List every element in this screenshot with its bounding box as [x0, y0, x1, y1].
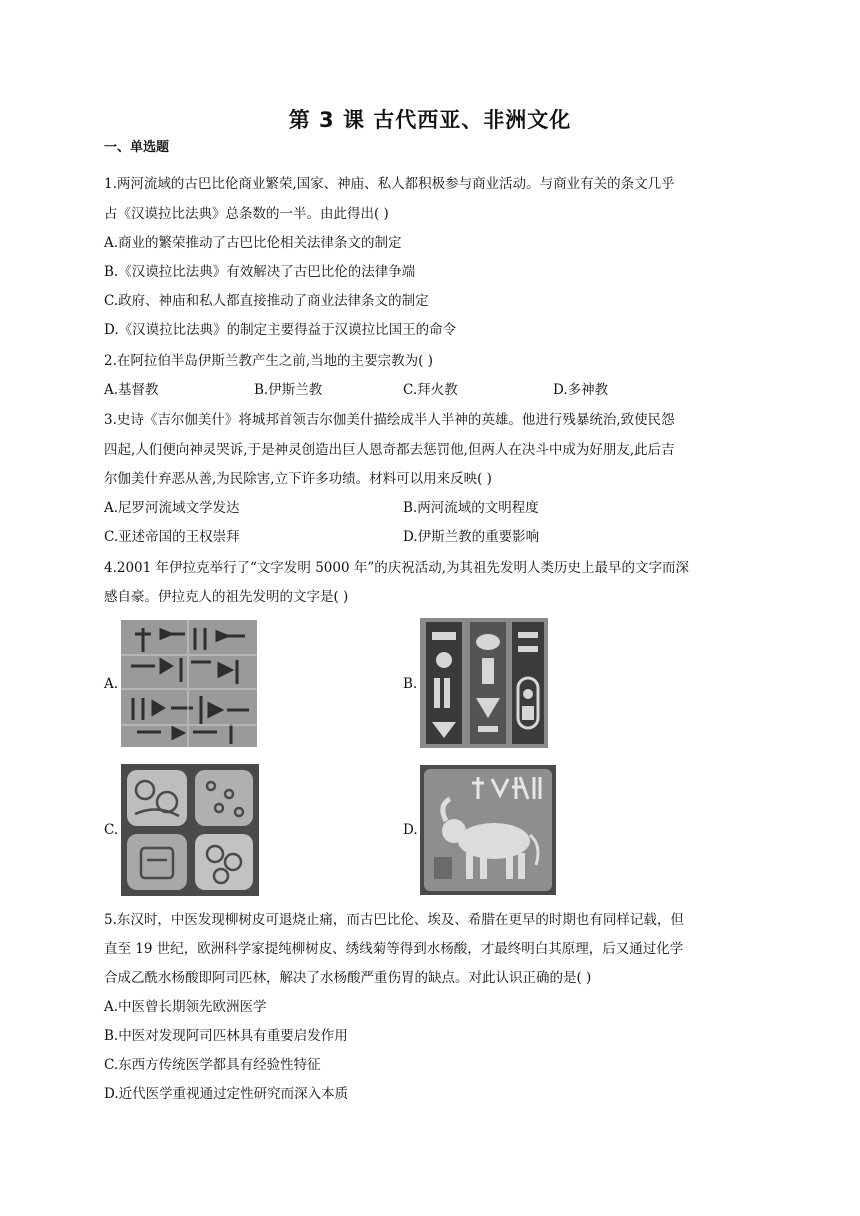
question-1-option-a: A.商业的繁荣推动了古巴比伦相关法律条文的制定 [104, 235, 402, 251]
maya-glyph-image [121, 764, 259, 896]
question-5-option-d: D.近代医学重视通过定性研究而深入本质 [104, 1086, 349, 1102]
question-3-stem-line-1: 3.史诗《吉尔伽美什》将城邦首领吉尔伽美什描绘成半人半神的英雄。他进行残暴统治,致使民怨 [104, 412, 675, 428]
indus-seal-image [420, 765, 556, 895]
section-title: 一、单选题 [104, 140, 170, 155]
question-2-option-a: A.基督教 [104, 382, 159, 398]
question-5-option-c: C.东西方传统医学都具有经验性特征 [104, 1057, 321, 1073]
question-4-option-b-label: B. [403, 676, 418, 692]
question-5-option-b: B.中医对发现阿司匹林具有重要启发作用 [104, 1028, 348, 1044]
question-4-stem-line-1: 4.2001 年伊拉克举行了“文字发明 5000 年”的庆祝活动,为其祖先发明人类历史上最早的文字而深 [104, 560, 690, 576]
question-1-stem-line-1: 1.两河流域的古巴比伦商业繁荣,国家、神庙、私人都积极参与商业活动。与商业有关的条文几乎 [104, 176, 675, 192]
question-4-option-d-label: D. [403, 822, 418, 838]
question-4-option-a-label: A. [104, 676, 119, 692]
question-3-option-c: C.亚述帝国的王权崇拜 [104, 529, 240, 545]
page-title: 第 3 课 古代西亚、非洲文化 [288, 108, 572, 132]
hieroglyph-image [420, 618, 548, 748]
question-1-stem-line-2: 占《汉谟拉比法典》总条数的一半。由此得出( ) [104, 206, 389, 222]
question-3-stem-line-2: 四起,人们便向神灵哭诉,于是神灵创造出巨人恩奇都去惩罚他,但两人在决斗中成为好朋友,此后吉 [104, 442, 675, 458]
question-5-stem-line-2: 直至 19 世纪，欧洲科学家提纯柳树皮、绣线菊等得到水杨酸，才最终明白其原理，后又通过化学 [104, 941, 684, 957]
question-1-option-b: B.《汉谟拉比法典》有效解决了古巴比伦的法律争端 [104, 264, 416, 280]
question-4-stem-line-2: 感自豪。伊拉克人的祖先发明的文字是( ) [104, 589, 349, 605]
question-3-option-b: B.两河流域的文明程度 [403, 500, 539, 516]
question-2-option-c: C.拜火教 [403, 382, 458, 398]
question-2-stem: 2.在阿拉伯半岛伊斯兰教产生之前,当地的主要宗教为( ) [104, 353, 433, 369]
question-3-option-d: D.伊斯兰教的重要影响 [403, 529, 540, 545]
question-5-option-a: A.中医曾长期领先欧洲医学 [104, 999, 267, 1015]
question-2-option-d: D.多神教 [553, 382, 609, 398]
question-2-option-b: B.伊斯兰教 [254, 382, 323, 398]
question-3-option-a: A.尼罗河流域文学发达 [104, 500, 240, 516]
question-5-stem-line-3: 合成乙酰水杨酸即阿司匹林，解决了水杨酸严重伤胃的缺点。对此认识正确的是( ) [104, 970, 592, 986]
question-5-stem-line-1: 5.东汉时，中医发现柳树皮可退烧止痛，而古巴比伦、埃及、希腊在更早的时期也有同样记载，但 [104, 912, 684, 928]
question-3-stem-line-3: 尔伽美什弃恶从善,为民除害,立下许多功绩。材料可以用来反映( ) [104, 471, 492, 487]
question-1-option-c: C.政府、神庙和私人都直接推动了商业法律条文的制定 [104, 293, 429, 309]
cuneiform-tablet-image [121, 620, 257, 747]
question-1-option-d: D.《汉谟拉比法典》的制定主要得益于汉谟拉比国王的命令 [104, 322, 457, 338]
question-4-option-c-label: C. [104, 822, 119, 838]
